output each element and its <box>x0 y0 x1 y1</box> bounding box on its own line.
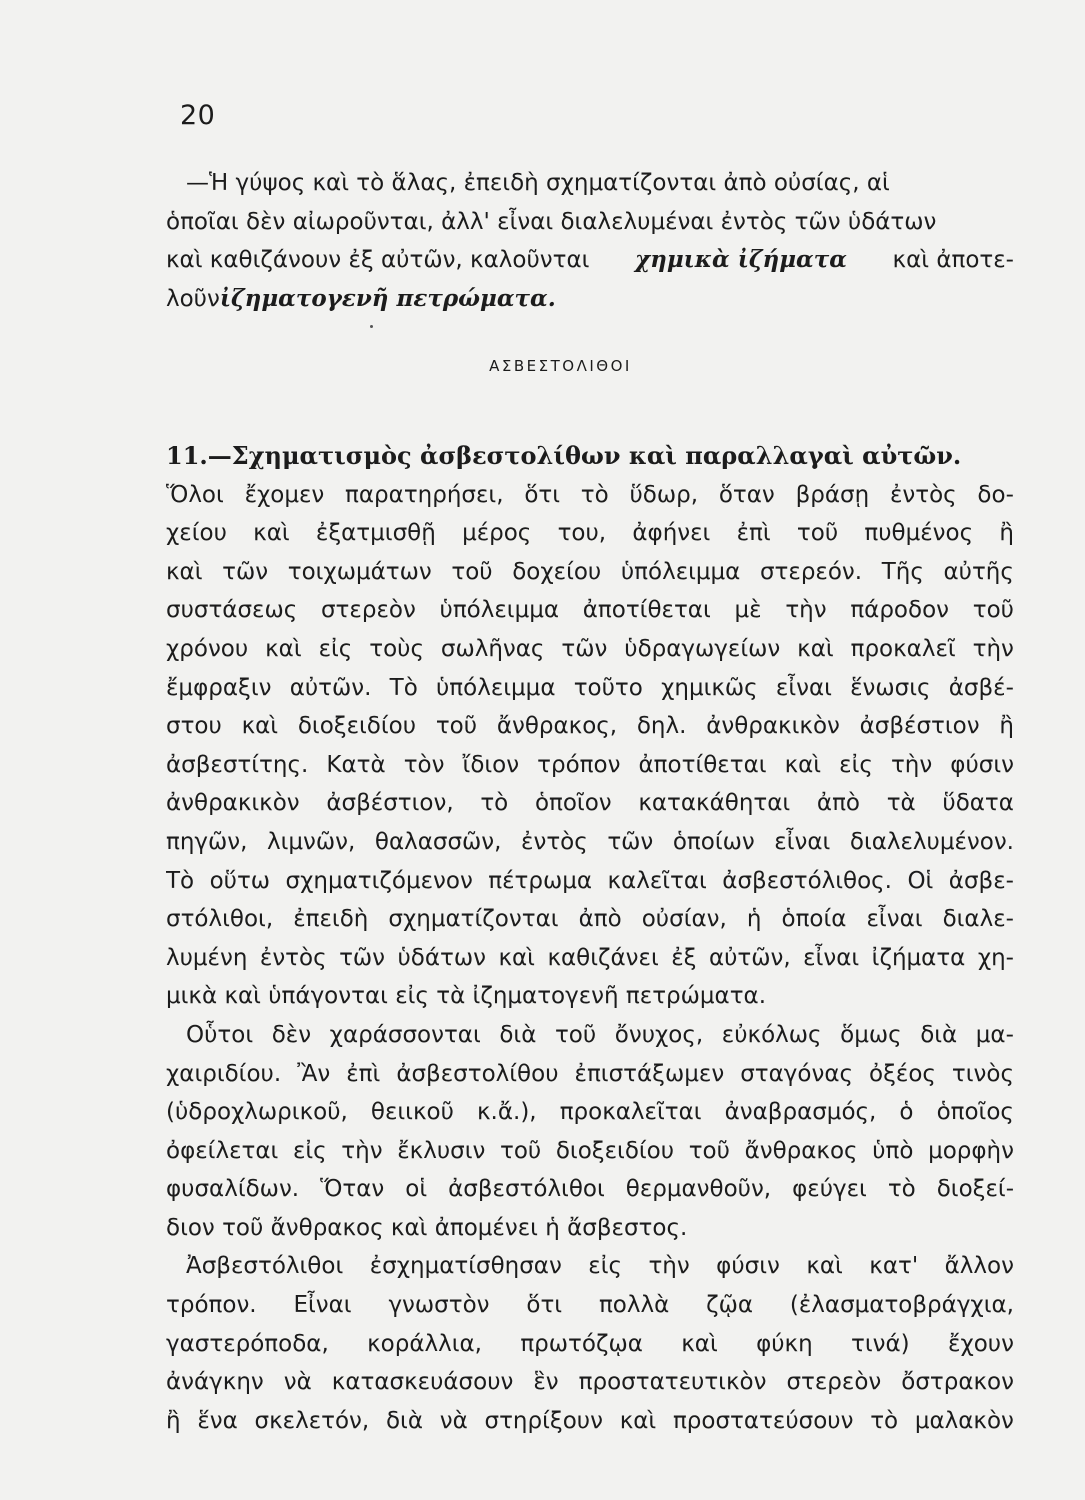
word: ζῷα <box>706 1292 754 1319</box>
word: στερεὸν <box>320 597 416 624</box>
word: πυθμένος <box>864 520 974 547</box>
text-line <box>166 1247 1014 1286</box>
word: ἀνθρακικὸν <box>706 713 840 740</box>
word: θερμανθοῦν, <box>625 1176 772 1203</box>
word: τοῦ <box>796 520 839 547</box>
text-line <box>166 823 1014 862</box>
text-line <box>166 1093 1014 1132</box>
text-line <box>166 669 1014 708</box>
word: φύσιν <box>716 1253 780 1280</box>
text-line <box>166 280 1014 319</box>
text-line <box>166 1132 1014 1171</box>
word: ἐπὶ <box>346 1060 381 1087</box>
word: εὐκόλως <box>721 1021 822 1048</box>
word: χη- <box>977 944 1014 971</box>
text-line <box>166 746 1014 785</box>
word: πρωτόζῳα <box>520 1330 643 1357</box>
word: φύσιν <box>950 751 1014 778</box>
word: χημικῶς <box>661 674 758 701</box>
word: ἢ <box>999 713 1014 740</box>
word: ἀσβέ- <box>948 674 1014 701</box>
word: χαράσσονται <box>329 1021 481 1048</box>
word: χαιριδίου. <box>166 1060 282 1087</box>
word: λιμνῶν, <box>267 828 356 855</box>
word: Ὅταν <box>320 1176 385 1203</box>
line-text: ὁποῖαι δὲν αἰωροῦνται, ἀλλ' εἶναι διαλελυμέναι ἐντὸς τῶν ὑδάτων <box>166 208 937 235</box>
text-line <box>166 1055 1014 1094</box>
section-11 <box>166 437 1014 1440</box>
word: μέρος <box>462 520 532 547</box>
word: βράσῃ <box>795 481 870 508</box>
text-line <box>166 1170 1014 1209</box>
text-line <box>166 784 1014 823</box>
word: ἕνωσις <box>850 674 931 701</box>
word: ἔμφραξιν <box>166 674 272 701</box>
word: οὕτω <box>209 867 271 894</box>
word: πολλὰ <box>598 1292 670 1319</box>
word: στερεὸν <box>786 1369 882 1396</box>
word: εἶναι <box>803 944 860 971</box>
word: κατακάθηται <box>638 790 791 817</box>
word: στερεόν. <box>759 558 863 585</box>
line-text: καὶ ἀποτε- <box>892 247 1014 274</box>
word: διὰ <box>920 1021 958 1048</box>
word: τοῦτο <box>573 674 643 701</box>
text-line <box>166 241 1014 280</box>
word: μα- <box>975 1021 1014 1048</box>
word: ἐπιστάξωμεν <box>574 1060 725 1087</box>
word: οἱ <box>405 1176 428 1203</box>
word: πηγῶν, <box>166 828 248 855</box>
word: τοῦ <box>972 597 1014 624</box>
word: τὴν <box>785 597 827 624</box>
word: νὰ <box>439 1407 468 1434</box>
word: ἀπὸ <box>816 790 860 817</box>
word: τοιχωμάτων <box>287 558 432 585</box>
word: θαλασσῶν, <box>374 828 502 855</box>
word: εἰς <box>839 751 873 778</box>
text-line <box>166 591 1014 630</box>
word: ἐντὸς <box>259 944 327 971</box>
word: ἐξατμισθῇ <box>315 520 436 547</box>
word: ὀξέος <box>869 1060 936 1087</box>
word: τὴν <box>972 635 1014 662</box>
word: διαλε- <box>942 906 1014 933</box>
word: στόλιθοι, <box>166 906 274 933</box>
text-line <box>166 1325 1014 1364</box>
word: ἓν <box>533 1369 559 1396</box>
text-line <box>166 977 1014 1016</box>
word: στου <box>166 713 222 740</box>
word: ἀφήνει <box>632 520 711 547</box>
text-line <box>166 514 1014 553</box>
text-line <box>166 164 1014 203</box>
word: τινά) <box>851 1330 910 1357</box>
word: πάροδον <box>850 597 949 624</box>
word: ὁποῖον <box>534 790 612 817</box>
word: εἶναι <box>866 906 923 933</box>
word: καὶ <box>498 944 535 971</box>
word: ἀσβεστόλιθος. <box>722 867 892 894</box>
word: ἢ <box>999 520 1014 547</box>
section-body <box>166 476 1014 1441</box>
text-line <box>166 1209 1014 1248</box>
word: διοξειδίου <box>297 713 417 740</box>
word: γαστερόποδα, <box>166 1330 329 1357</box>
emphasis-term: ἰζηματογενῆ πετρώματα. <box>219 284 556 312</box>
word: προκαλεῖται <box>559 1099 702 1126</box>
word: κατ' <box>869 1253 919 1280</box>
word: Τῆς <box>881 558 924 585</box>
text-line <box>166 1016 1014 1055</box>
text-line <box>166 553 1014 592</box>
word: τὸ <box>480 790 509 817</box>
word: ὅταν <box>718 481 775 508</box>
word: ὁποῖος <box>936 1099 1014 1126</box>
word: ὄνυχος, <box>614 1021 704 1048</box>
word: ὁ <box>899 1099 914 1126</box>
word: δο- <box>977 481 1014 508</box>
word: διὰ <box>499 1021 537 1048</box>
word: σωλῆνας <box>440 635 545 662</box>
word: ὀφείλεται <box>166 1137 279 1164</box>
word: τὸ <box>870 1407 899 1434</box>
word: του, <box>557 520 607 547</box>
word: Ὅλοι <box>166 481 224 508</box>
word: Εἶναι <box>293 1292 352 1319</box>
word: σχηματίζονται <box>388 906 559 933</box>
word: λυμένη <box>166 944 248 971</box>
intro-paragraph <box>166 164 1014 318</box>
word: οὐσίαν, <box>641 906 727 933</box>
word: καὶ <box>681 1330 718 1357</box>
text-line <box>166 707 1014 746</box>
word: δὲν <box>271 1021 312 1048</box>
word: ἐσχηματίσθησαν <box>369 1253 562 1280</box>
word: νὰ <box>283 1369 312 1396</box>
word: ἄλλον <box>944 1253 1014 1280</box>
line-text: διον τοῦ ἄνθρακος καὶ ἀπομένει ἡ ἄσβεστος. <box>166 1214 688 1241</box>
word: ἀσβεστόλιθοι <box>448 1176 605 1203</box>
word: διοξειδίου <box>555 1137 675 1164</box>
word: Οἱ <box>907 867 934 894</box>
word: τὴν <box>890 751 933 778</box>
word: ἀσβε- <box>948 867 1014 894</box>
word: τρόπον <box>537 751 621 778</box>
word: ἢ <box>166 1407 181 1434</box>
word: σχηματιζόμενον <box>285 867 473 894</box>
word: ἄνθρακος <box>744 1137 858 1164</box>
text-line <box>166 1363 1014 1402</box>
word: ἔκλυσιν <box>397 1137 486 1164</box>
word: ὕδατα <box>942 790 1014 817</box>
word: σταγόνας <box>740 1060 853 1087</box>
word: ἀσβεστίτης. <box>166 751 309 778</box>
word: ἀσβέστιον, <box>326 790 454 817</box>
line-text: μικὰ καὶ ὑπάγονται εἰς τὰ ἰζηματογενῆ πετρώματα. <box>166 983 767 1010</box>
word: ἴδιον <box>462 751 520 778</box>
word: τοῦ <box>499 1137 542 1164</box>
word: ἡ <box>746 906 762 933</box>
text-line <box>166 1402 1014 1441</box>
word: τρόπον. <box>166 1292 257 1319</box>
word: ὑπόλειμμα <box>439 597 560 624</box>
word: Οὗτοι <box>186 1021 254 1048</box>
section-title <box>166 437 1014 476</box>
word: προκαλεῖ <box>850 635 956 662</box>
word: κοράλλια, <box>367 1330 482 1357</box>
word: διοξεί- <box>936 1176 1014 1203</box>
word: θειικοῦ <box>370 1099 454 1126</box>
word: μορφὴν <box>928 1137 1014 1164</box>
word: ἄνθρακος, <box>496 713 618 740</box>
word: αὐτῶν. <box>289 674 372 701</box>
word: τοῦ <box>688 1137 730 1164</box>
word: τοῦ <box>435 713 478 740</box>
word: φεύγει <box>792 1176 867 1203</box>
word: τὸν <box>403 751 445 778</box>
line-text: λοῦν <box>166 285 220 312</box>
word: Κατὰ <box>326 751 386 778</box>
line-text: —Ἡ γύψος καὶ τὸ ἅλας, ἐπειδὴ σχηματίζονται ἀπὸ οὐσίας, αἱ <box>186 170 890 196</box>
word: χείου <box>166 520 227 547</box>
text-line <box>166 630 1014 669</box>
word: (ὑδροχλωρικοῦ, <box>166 1099 348 1126</box>
word: τινὸς <box>951 1060 1014 1087</box>
word: ὕδωρ, <box>629 481 699 508</box>
word: Ἀσβεστόλιθοι <box>186 1253 344 1280</box>
word: ἰζήματα <box>871 944 966 971</box>
text-line <box>166 476 1014 515</box>
word: καὶ <box>253 520 290 547</box>
word: τὸ <box>580 481 609 508</box>
word: καὶ <box>241 713 279 740</box>
word: συστάσεως <box>166 597 298 624</box>
word: ἐξ <box>671 944 697 971</box>
text-line <box>166 862 1014 901</box>
word: ἐπειδὴ <box>293 906 369 933</box>
word: καὶ <box>806 1253 843 1280</box>
word: ἀποτίθεται <box>582 597 711 624</box>
word: ὄστρακον <box>901 1369 1014 1396</box>
word: γνωστὸν <box>388 1292 490 1319</box>
word: τὴν <box>341 1137 383 1164</box>
page-number: 20 <box>180 100 216 131</box>
print-speck <box>370 325 373 328</box>
word: ὑδραγωγείων <box>624 635 781 662</box>
word: ὅτι <box>524 481 561 508</box>
word: τῶν <box>339 944 386 971</box>
word: ὅτι <box>526 1292 563 1319</box>
word: χρόνου <box>166 635 249 662</box>
word: δηλ. <box>636 713 687 740</box>
text-line <box>166 939 1014 978</box>
word: καὶ <box>619 1407 657 1434</box>
word: παρατηρήσει, <box>345 481 504 508</box>
word: κ.ἄ.), <box>476 1099 537 1126</box>
word: διὰ <box>385 1407 423 1434</box>
word: καὶ <box>166 558 203 585</box>
word: δοχείου <box>512 558 602 585</box>
word: ὁποίων <box>672 828 755 855</box>
word: ἀνάγκην <box>166 1369 264 1396</box>
word: ὑδάτων <box>397 944 486 971</box>
word: καὶ <box>784 751 822 778</box>
word: Τὸ <box>389 674 418 701</box>
word: εἰς <box>292 1137 327 1164</box>
word: ἀποτίθεται <box>638 751 767 778</box>
word: τῶν <box>607 828 654 855</box>
word: ἔχουν <box>948 1330 1014 1357</box>
word: μὲ <box>734 597 762 624</box>
word: ἀναβρασμός, <box>724 1099 877 1126</box>
section-heading: ΑΣΒΕΣΤΟΛΙΘΟΙ <box>489 357 632 375</box>
word: καλεῖται <box>607 867 707 894</box>
word: καθιζάνει <box>547 944 659 971</box>
word: διαλελυμένον. <box>849 828 1014 855</box>
word: ὅμως <box>840 1021 902 1048</box>
word: τὴν <box>648 1253 690 1280</box>
word: ἐντὸς <box>889 481 957 508</box>
word: εἰς <box>318 635 353 662</box>
word: τὸ <box>887 1176 916 1203</box>
word: πέτρωμα <box>488 867 593 894</box>
word: Τὸ <box>166 867 195 894</box>
word: ἀσβέστιον <box>859 713 980 740</box>
word: κατασκευάσουν <box>331 1369 514 1396</box>
word: καὶ <box>265 635 302 662</box>
emphasis-term: χημικὰ ἰζήματα <box>634 246 847 274</box>
word: ὁποία <box>781 906 847 933</box>
word: εἶναι <box>774 828 831 855</box>
word: τοὺς <box>369 635 424 662</box>
word: αὐτῆς <box>943 558 1014 585</box>
word: στηρίξουν <box>484 1407 603 1434</box>
line-text: καὶ καθιζάνουν ἐξ αὐτῶν, καλοῦνται <box>166 247 590 274</box>
word: καὶ <box>797 635 834 662</box>
word: εἶναι <box>775 674 832 701</box>
word: ἕνα <box>197 1407 238 1434</box>
text-line <box>166 900 1014 939</box>
word: ἀσβεστολίθου <box>396 1060 559 1087</box>
word: ὑπόλειμμα <box>620 558 741 585</box>
section-title-text: 11.—Σχηματισμὸς ἀσβεστολίθων καὶ παραλλαγαὶ αὐτῶν. <box>166 441 962 470</box>
text-line <box>166 203 1014 242</box>
word: σκελετόν, <box>254 1407 370 1434</box>
word: φύκη <box>756 1330 813 1357</box>
word: προστατευτικὸν <box>578 1369 767 1396</box>
word: τῶν <box>561 635 608 662</box>
word: προστατεύσουν <box>672 1407 854 1434</box>
word: τοῦ <box>554 1021 597 1048</box>
word: ὑπόλειμμα <box>436 674 556 701</box>
word: ἀπὸ <box>578 906 622 933</box>
word: τοῦ <box>451 558 493 585</box>
word: τὰ <box>886 790 916 817</box>
word: ὑπὸ <box>872 1137 914 1164</box>
word: ἀνθρακικὸν <box>166 790 300 817</box>
word: ἔχομεν <box>244 481 325 508</box>
text-line <box>166 1286 1014 1325</box>
word: τῶν <box>222 558 269 585</box>
word: εἰς <box>588 1253 622 1280</box>
word: ἐντὸς <box>521 828 588 855</box>
word: ἐπὶ <box>736 520 771 547</box>
word: φυσαλίδων. <box>166 1176 300 1203</box>
word: μαλακὸν <box>914 1407 1014 1434</box>
word: (ἐλασματοβράγχια, <box>789 1292 1014 1319</box>
word: αὐτῶν, <box>708 944 791 971</box>
word: Ἂν <box>297 1060 331 1087</box>
